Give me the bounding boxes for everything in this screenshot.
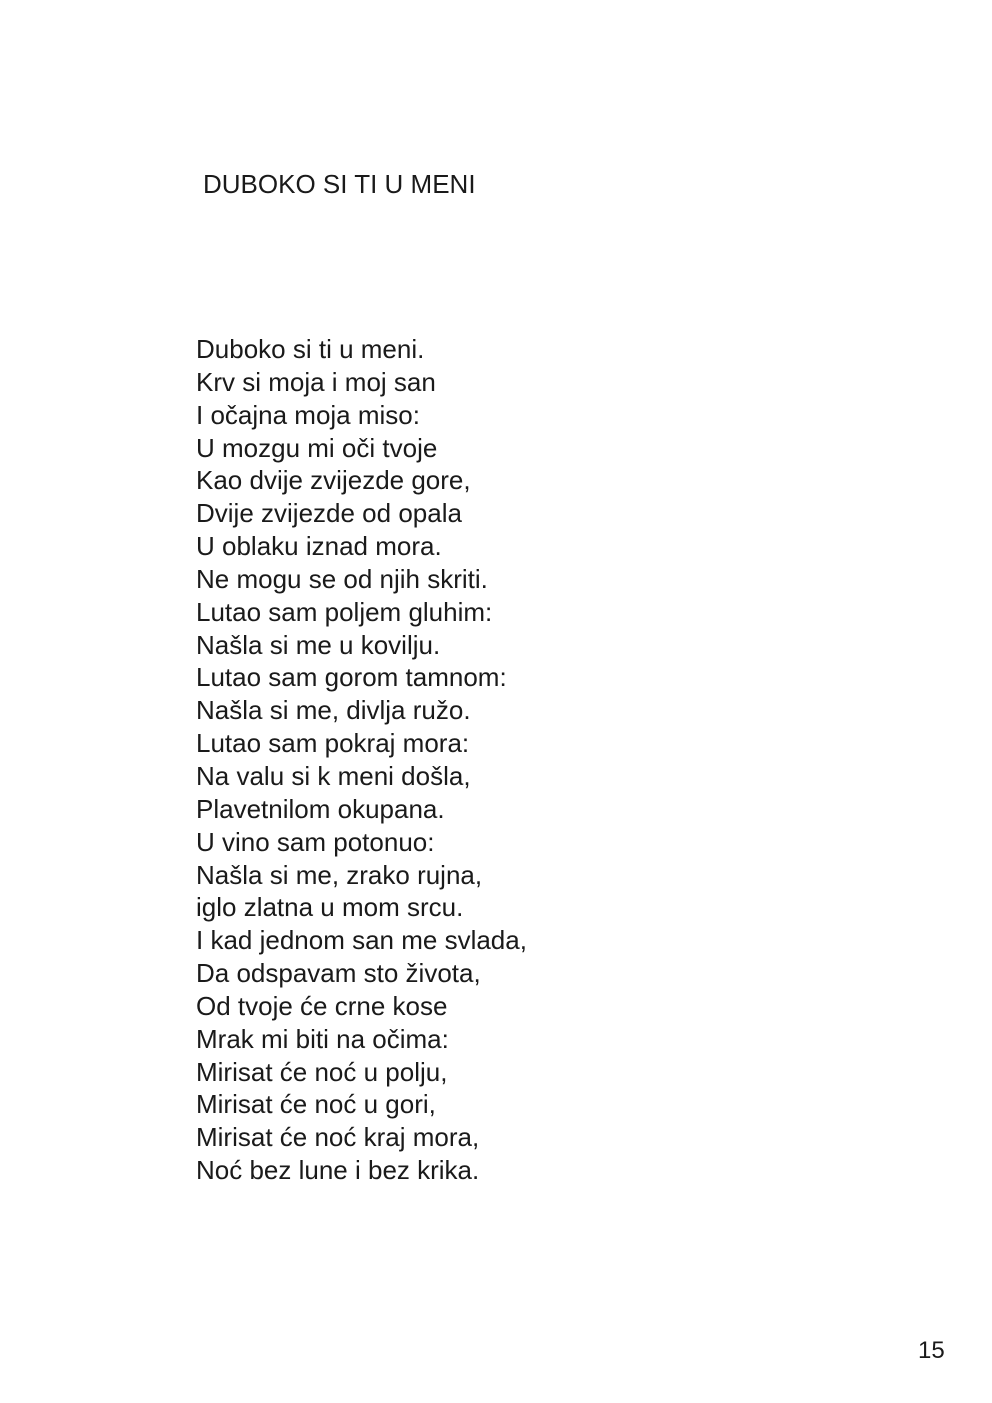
poem-line: Kao dvije zvijezde gore, <box>196 465 471 496</box>
poem-line: Lutao sam gorom tamnom: <box>196 662 507 693</box>
poem-line: I kad jednom san me svlada, <box>196 925 527 956</box>
poem-line: U oblaku iznad mora. <box>196 531 442 562</box>
poem-line: Našla si me, zrako rujna, <box>196 859 483 890</box>
poem-body <box>196 333 527 1187</box>
poem-line: Da odspavam sto života, <box>196 958 481 989</box>
poem-line: Duboko si ti u meni. <box>196 334 425 364</box>
poem-line: Od tvoje će crne kose <box>196 990 448 1021</box>
poem-line: Ne mogu se od njih skriti. <box>196 563 488 594</box>
poem-line: Lutao sam poljem gluhim: <box>196 596 493 627</box>
poem-line: U vino sam potonuo: <box>196 826 435 857</box>
poem-line: Našla si me u kovilju. <box>196 629 441 660</box>
poem-line: Mrak mi biti na očima: <box>196 1023 449 1054</box>
poem-line: Na valu si k meni došla, <box>196 760 471 791</box>
poem-line: Mirisat će noć u polju, <box>196 1056 448 1087</box>
poem-line: Našla si me, divlja ružo. <box>196 695 471 726</box>
poem-title: DUBOKO SI TI U MENI <box>203 169 476 199</box>
poem-line: Dvije zvijezde od opala <box>196 498 462 529</box>
poem-line: Plavetnilom okupana. <box>196 793 445 824</box>
poem-line: Lutao sam pokraj mora: <box>196 728 470 759</box>
page-number: 15 <box>918 1337 945 1364</box>
poem-line: Noć bez lune i bez krika. <box>196 1155 480 1186</box>
poem-line: iglo zlatna u mom srcu. <box>196 892 464 923</box>
poem-line: Mirisat će noć kraj mora, <box>196 1122 480 1153</box>
poem-line: Mirisat će noć u gori, <box>196 1089 436 1120</box>
poem-line: U mozgu mi oči tvoje <box>196 432 438 463</box>
poem-line: Krv si moja i moj san <box>196 366 436 397</box>
poem-line: I očajna moja miso: <box>196 399 420 430</box>
